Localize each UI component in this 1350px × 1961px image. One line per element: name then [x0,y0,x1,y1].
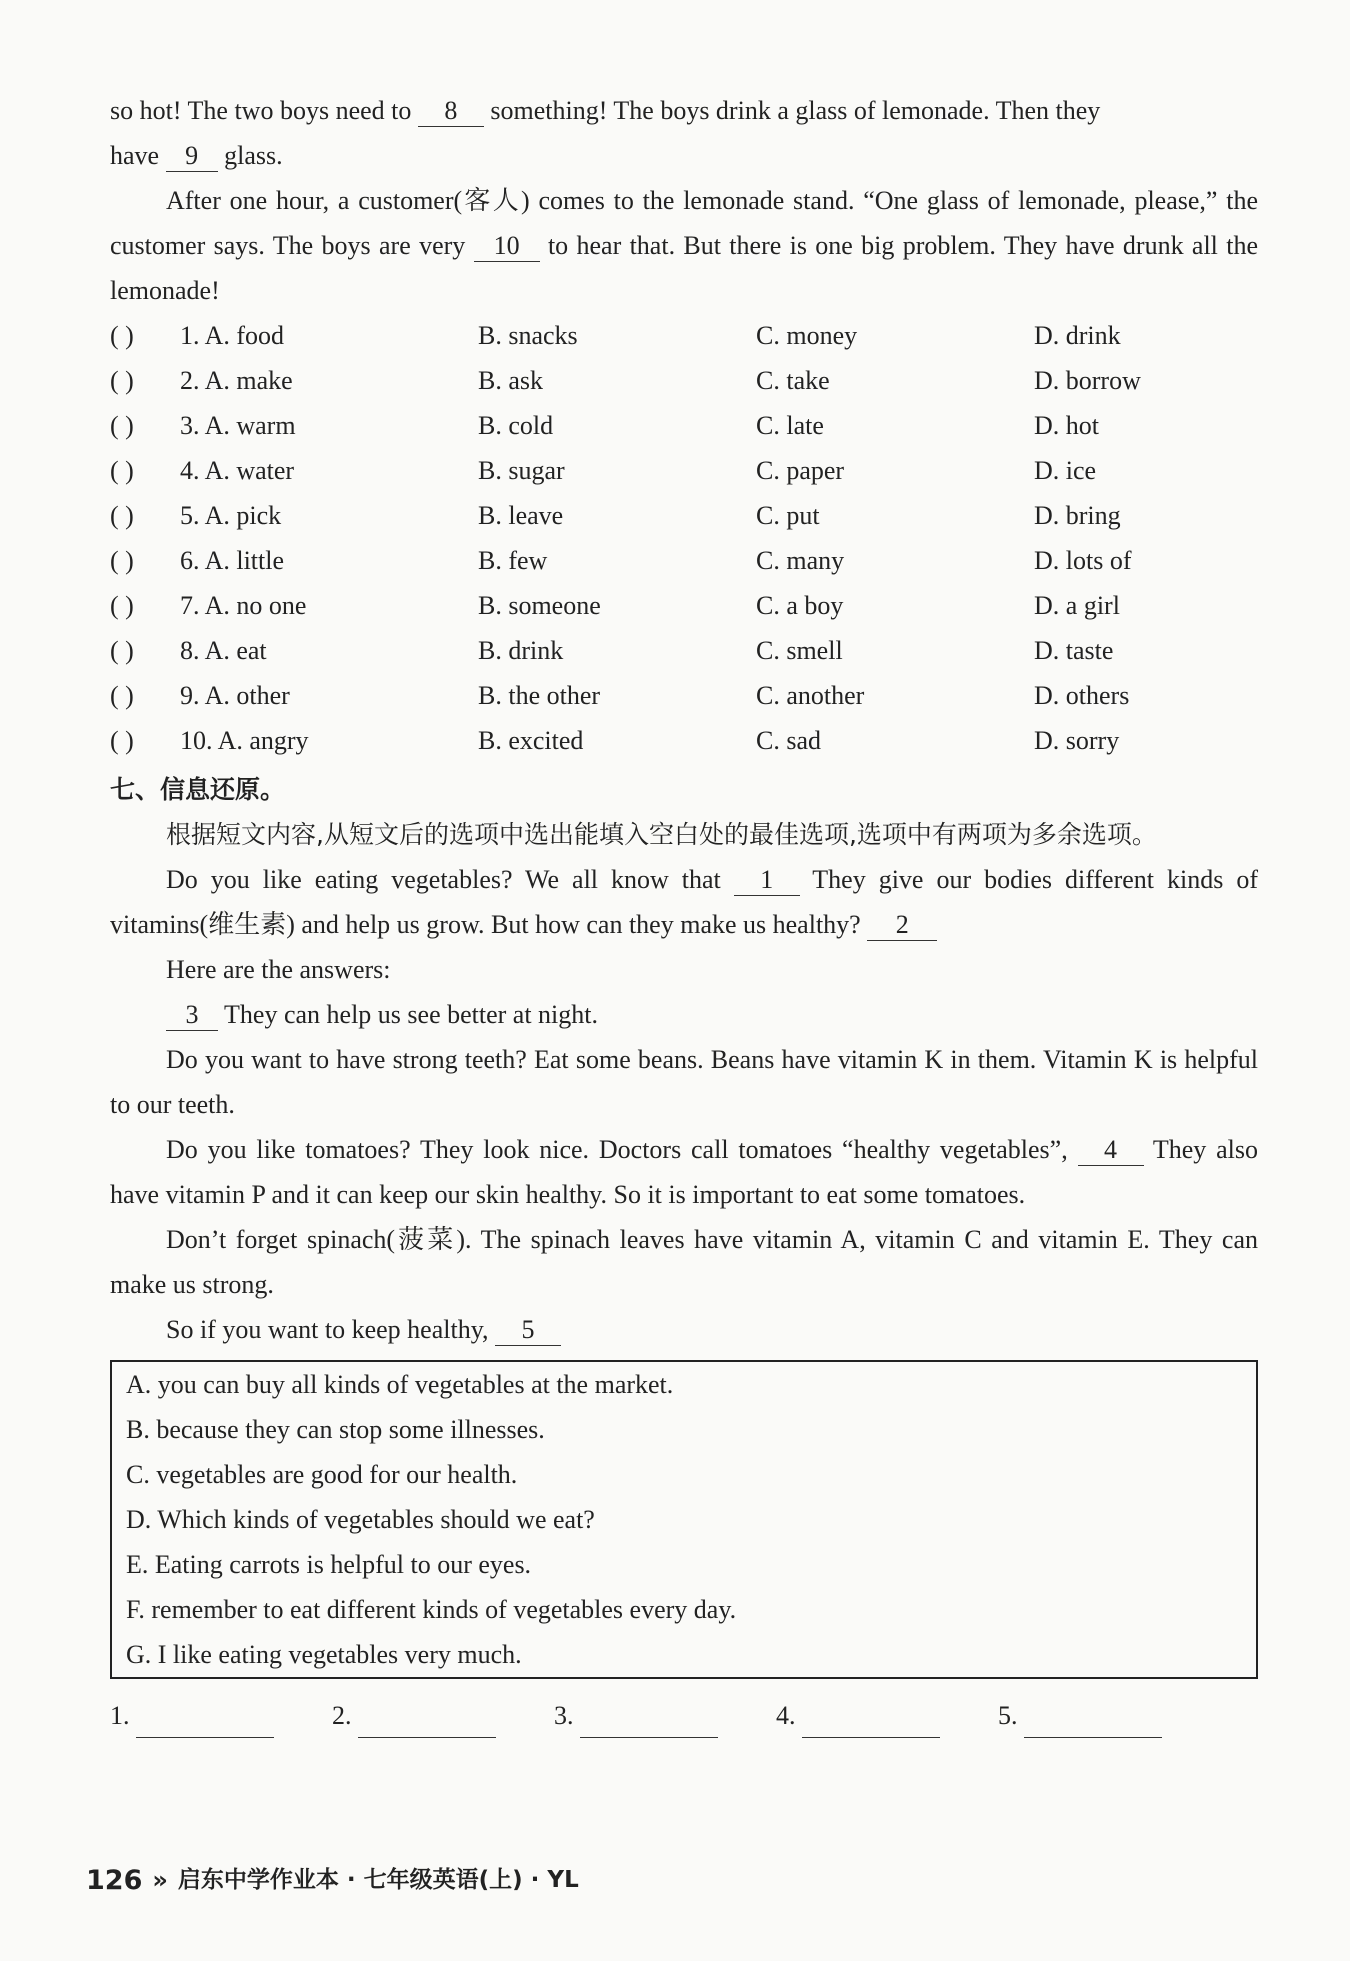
choice-item: G. I like eating vegetables very much. [126,1640,522,1669]
option-row: ( ) 4. A. water B. sugar C. paper D. ice [110,456,1097,485]
choice-item: D. Which kinds of vegetables should we eat? [126,1505,595,1534]
option-row: ( ) 7. A. no one B. someone C. a boy D. a girl [110,591,1120,620]
answer-slot: 2. [332,1693,554,1738]
option-row: ( ) 10. A. angry B. excited C. sad D. sorry [110,726,1120,755]
option-row: ( ) 8. A. eat B. drink C. smell D. taste [110,636,1114,665]
book-title: 启东中学作业本 · 七年级英语(上) · YL [177,1867,579,1893]
choice-item: A. you can buy all kinds of vegetables at the market. [126,1370,674,1399]
option-row: ( ) 2. A. make B. ask C. take D. borrow [110,366,1141,395]
blank-3: 3 [166,1000,218,1031]
passage-paragraph: 3 They can help us see better at night. [110,992,1258,1037]
answer-field-1[interactable] [136,1707,274,1738]
answer-field-2[interactable] [358,1707,496,1738]
passage-paragraph: Do you want to have strong teeth? Eat some beans. Beans have vitamin K in them. Vitamin K is helpful to our teeth. [110,1045,1258,1119]
answer-slot: 1. [110,1693,332,1738]
blank-4: 4 [1078,1135,1144,1166]
passage-paragraph: So if you want to keep healthy, 5 [110,1307,1258,1352]
blank-9: 9 [166,141,218,172]
answer-field-3[interactable] [580,1707,718,1738]
passage-line: have 9 glass. [110,141,283,170]
passage-paragraph: Do you like tomatoes? They look nice. Doctors call tomatoes “healthy vegetables”, 4 They also have vitamin P and it can keep our skin healthy. So it is important to eat some tomatoes. [110,1135,1258,1209]
choice-item: F. remember to eat different kinds of vegetables every day. [126,1595,737,1624]
option-row: ( ) 9. A. other B. the other C. another D. others [110,681,1130,710]
blank-8: 8 [418,96,484,127]
answer-slot: 3. [554,1693,776,1738]
answer-field-5[interactable] [1024,1707,1162,1738]
answer-slot: 4. [776,1693,998,1738]
section-heading: 七、信息还原。 [110,775,286,804]
choices-box [110,1360,1258,1679]
option-row: ( ) 6. A. little B. few C. many D. lots of [110,546,1132,575]
option-row: ( ) 3. A. warm B. cold C. late D. hot [110,411,1099,440]
options-list [110,313,1258,763]
double-arrow-icon: » [152,1866,168,1894]
option-row: ( ) 1. A. food B. snacks C. money D. drink [110,321,1121,350]
section-instruction: 根据短文内容,从短文后的选项中选出能填入空白处的最佳选项,选项中有两项为多余选项。 [166,820,1157,849]
blank-10: 10 [474,231,540,262]
option-row: ( ) 5. A. pick B. leave C. put D. bring [110,501,1121,530]
answer-row [110,1693,1258,1738]
answer-field-4[interactable] [802,1707,940,1738]
passage-paragraph: After one hour, a customer(客人) comes to the lemonade stand. “One glass of lemonade, please,” the customer says. The boys are very 10 to hear that. But there is one big problem. They have drunk all the lemonade! [110,186,1258,305]
passage-paragraph: Here are the answers: [166,955,391,984]
blank-5: 5 [495,1315,561,1346]
answer-slot: 5. [998,1693,1220,1738]
passage-line: so hot! The two boys need to 8 something! The boys drink a glass of lemonade. Then they [110,96,1101,125]
passage-paragraph: Do you like eating vegetables? We all know that 1 They give our bodies different kinds of vitamins(维生素) and help us grow. But how can they make us healthy? 2 [110,865,1258,939]
blank-1: 1 [734,865,800,896]
page-footer [86,1858,579,1903]
choice-item: C. vegetables are good for our health. [126,1460,518,1489]
page-number: 126 [86,1865,143,1896]
blank-2: 2 [867,910,937,941]
passage-paragraph: Don’t forget spinach(菠菜). The spinach leaves have vitamin A, vitamin C and vitamin E. They can make us strong. [110,1225,1258,1299]
choice-item: B. because they can stop some illnesses. [126,1415,545,1444]
choice-item: E. Eating carrots is helpful to our eyes. [126,1550,532,1579]
